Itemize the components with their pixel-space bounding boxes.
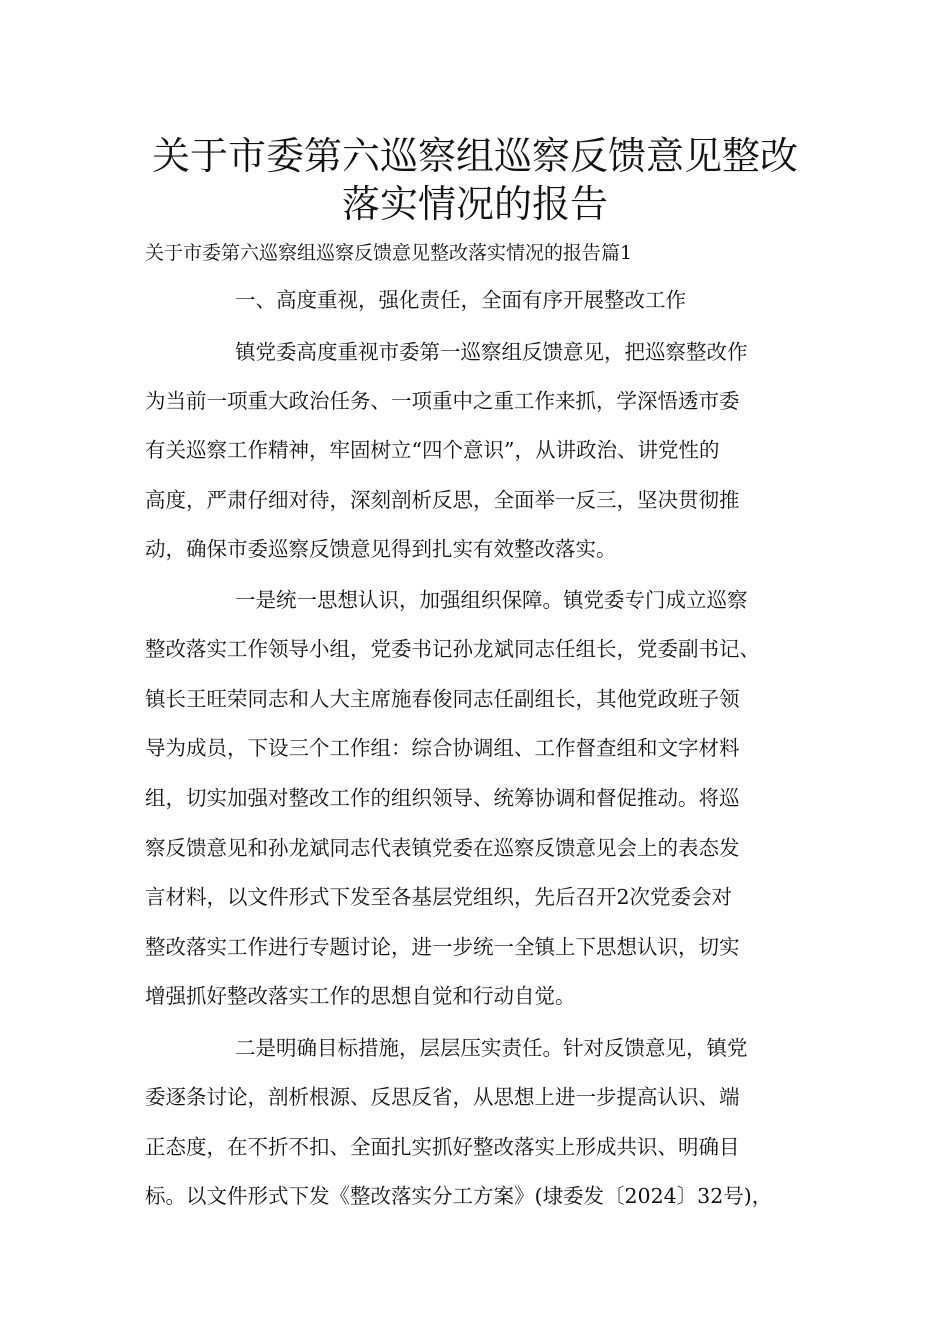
paragraph-line: 动，确保市委巡察反馈意见得到扎实有效整改落实。 (145, 537, 617, 561)
paragraph-line: 委逐条讨论，剖析根源、反思反省，从思想上进一步提高认识、端 (145, 1085, 740, 1109)
document-title-line-2: 落实情况的报告 (341, 182, 608, 226)
paragraph-line: 标。以文件形式下发《整改落实分工方案》(埭委发〔2024〕32号)， (145, 1184, 773, 1208)
paragraph-line: 察反馈意见和孙龙斌同志代表镇党委在巡察反馈意见会上的表态发 (145, 836, 740, 860)
paragraph-line: 二是明确目标措施，层层压实责任。针对反馈意见，镇党 (235, 1036, 748, 1060)
paragraph-line: 整改落实工作领导小组，党委书记孙龙斌同志任组长，党委副书记、 (145, 637, 760, 661)
paragraph-line: 整改落实工作进行专题讨论，进一步统一全镇上下思想认识，切实 (145, 935, 740, 959)
paragraph-line: 导为成员，下设三个工作组：综合协调组、工作督查组和文字材料 (145, 736, 740, 760)
paragraph-line: 组，切实加强对整改工作的组织领导、统筹协调和督促推动。将巡 (145, 786, 740, 810)
document-subtitle: 关于市委第六巡察组巡察反馈意见整改落实情况的报告篇1 (145, 242, 633, 264)
section-heading: 一、高度重视，强化责任，全面有序开展整改工作 (235, 288, 686, 312)
document-title-line-1: 关于市委第六巡察组巡察反馈意见整改 (151, 134, 798, 178)
paragraph-line: 增强抓好整改落实工作的思想自觉和行动自觉。 (145, 984, 576, 1008)
paragraph-line: 镇长王旺荣同志和人大主席施春俊同志任副组长，其他党政班子领 (145, 687, 740, 711)
paragraph-line: 一是统一思想认识，加强组织保障。镇党委专门成立巡察 (235, 588, 748, 612)
paragraph-line: 言材料，以文件形式下发至各基层党组织，先后召开2次党委会对 (145, 885, 733, 909)
paragraph-line: 正态度，在不折不扣、全面扎实抓好整改落实上形成共识、明确目 (145, 1135, 740, 1159)
paragraph-line: 为当前一项重大政治任务、一项重中之重工作来抓，学深悟透市委 (145, 389, 740, 413)
paragraph-line: 镇党委高度重视市委第一巡察组反馈意见，把巡察整改作 (235, 340, 748, 364)
paragraph-line: 高度，严肃仔细对待，深刻剖析反思，全面举一反三，坚决贯彻推 (145, 488, 740, 512)
paragraph-line: 有关巡察工作精神，牢固树立“四个意识”，从讲政治、讲党性的 (145, 438, 720, 462)
